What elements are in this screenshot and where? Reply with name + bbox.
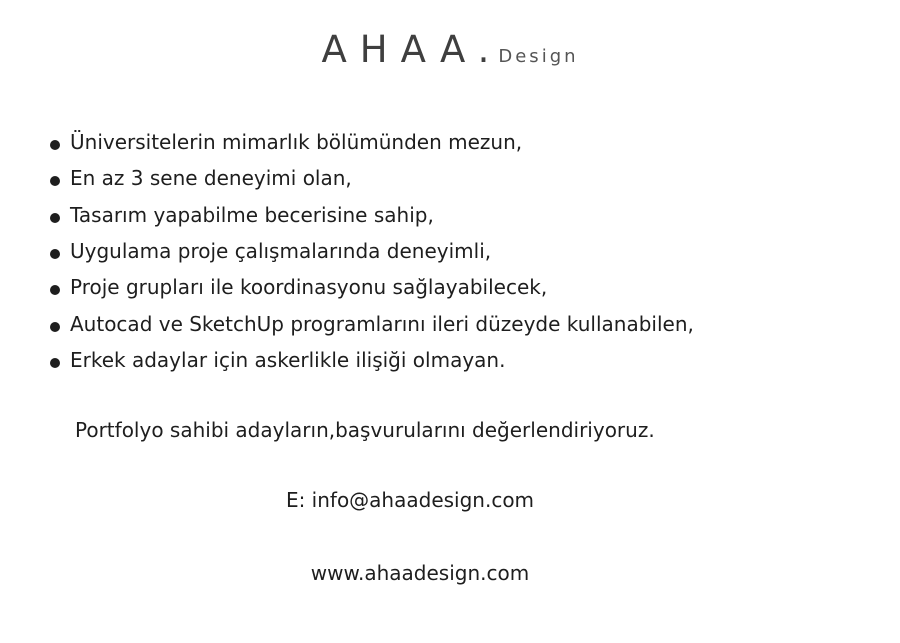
requirement-text: Uygulama proje çalışmalarında deneyimli, [70, 239, 492, 264]
requirement-text: En az 3 sene deneyimi olan, [70, 166, 352, 191]
logo-subtitle: Design [498, 46, 579, 67]
requirement-item [50, 233, 694, 269]
bullet-icon [50, 285, 60, 295]
portfolio-statement: Portfolyo sahibi adayların,başvurularını değerlendiriyoruz. [75, 418, 655, 442]
requirement-text: Autocad ve SketchUp programlarını ileri düzeyde kullanabilen, [70, 311, 694, 336]
bullet-icon [50, 140, 60, 150]
contact-email: E: info@ahaadesign.com [285, 488, 535, 512]
bullet-icon [50, 249, 60, 259]
company-logo [0, 28, 900, 71]
requirement-item [50, 269, 694, 305]
requirement-text: Erkek adaylar için askerlikle ilişiği olmayan. [70, 347, 506, 372]
requirement-item [50, 342, 694, 378]
website-link: www.ahaadesign.com [310, 561, 530, 585]
bullet-icon [50, 322, 60, 332]
bullet-icon [50, 358, 60, 368]
bullet-icon [50, 176, 60, 186]
bullet-icon [50, 213, 60, 223]
logo-wordmark: AHAA. [321, 28, 503, 71]
requirement-item [50, 197, 694, 233]
requirement-item [50, 124, 694, 160]
requirement-text: Proje grupları ile koordinasyonu sağlayabilecek, [70, 275, 548, 300]
requirement-item [50, 160, 694, 196]
requirement-text: Tasarım yapabilme becerisine sahip, [70, 202, 434, 227]
requirement-text: Üniversitelerin mimarlık bölümünden mezun, [70, 130, 523, 155]
requirement-item [50, 305, 694, 341]
requirements-list [50, 124, 694, 378]
